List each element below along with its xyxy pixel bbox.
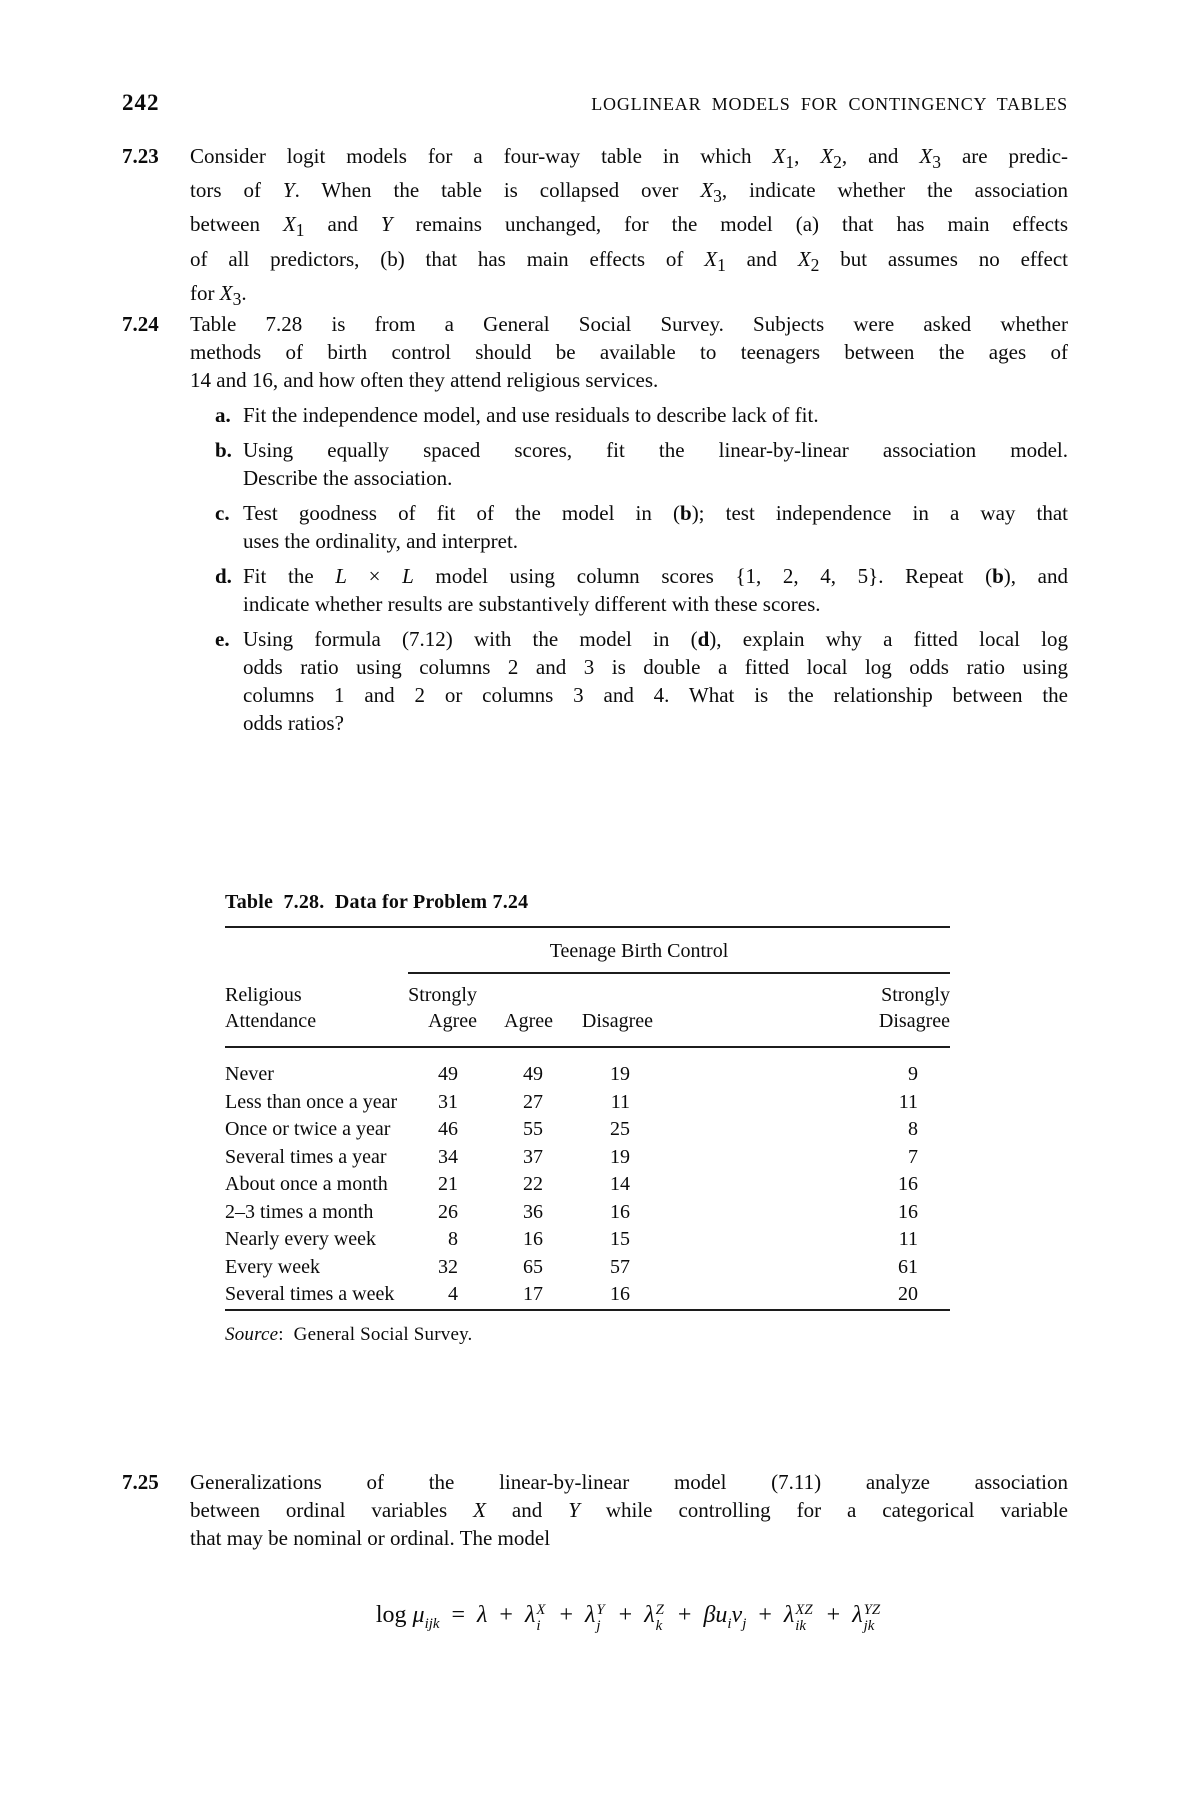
- text-line: odds ratios?: [243, 711, 344, 735]
- cell: 9: [908, 1063, 918, 1085]
- cell: 57: [610, 1255, 630, 1278]
- row-header-line1: Religious: [225, 984, 302, 1006]
- table-row: [225, 1199, 950, 1227]
- item-label: c.: [215, 501, 230, 525]
- text-line: Table 7.28 is from a General Social Survey. Subjects were asked whether: [190, 312, 1068, 336]
- problem-text: [190, 1468, 1068, 1552]
- page-number: 242: [122, 90, 160, 115]
- cell: 49: [438, 1063, 458, 1085]
- table-row: [225, 1281, 950, 1310]
- cell: 32: [438, 1255, 458, 1278]
- column-header-strongly-disagree: [653, 973, 950, 1047]
- problem-7-25: [122, 1468, 1068, 1552]
- text-line: Test goodness of fit of the model in (b); test independence in a way that: [243, 501, 1069, 525]
- table-row: [225, 1089, 950, 1117]
- text-line: between ordinal variables X and Y while controlling for a categorical variable: [190, 1498, 1068, 1522]
- cell: 36: [523, 1200, 543, 1223]
- cell: 17: [523, 1283, 543, 1305]
- text-line: between $X_1$ and Y remains unchanged, for the model (a) that has main effects: [190, 212, 1068, 241]
- cell: 8: [908, 1118, 918, 1140]
- column-header-agree: [477, 973, 553, 1047]
- column-header-row: [225, 973, 950, 1047]
- table-source-note: Source: General Social Survey.: [225, 1323, 473, 1345]
- model-formula: $\log \mu_{ijk} = \lambda + \lambda$ X i + λ Y j + λ Z k + $\beta u_iv_j + \lambda$ XZ ik + λ YZ jk: [375, 1602, 881, 1635]
- text-line: columns 1 and 2 or columns 3 and 4. What is the relationship between the: [243, 683, 1068, 707]
- cell: 61: [898, 1255, 918, 1278]
- column-header-line2: Agree: [428, 1010, 477, 1032]
- item-text: [243, 625, 1068, 737]
- text-line: of all predictors, (b) that has main effects of $X_1$ and $X_2$ but assumes no effect: [190, 246, 1068, 275]
- problem-text: [190, 142, 1068, 313]
- cell: 65: [523, 1255, 543, 1278]
- item-text: [243, 562, 1068, 618]
- text-line: Describe the association.: [243, 466, 453, 490]
- row-label: Once or twice a year: [225, 1118, 391, 1140]
- table-span-header: Teenage Birth Control: [408, 927, 950, 973]
- table-row: [225, 1116, 950, 1144]
- running-head: LOGLINEAR MODELS FOR CONTINGENCY TABLES: [591, 94, 1068, 114]
- problem-number: 7.24: [122, 312, 159, 336]
- cell: 16: [523, 1228, 543, 1250]
- item-label: a.: [215, 403, 231, 427]
- table-row: [225, 1047, 950, 1089]
- row-label: Several times a year: [225, 1145, 387, 1168]
- text-line: for $X_3$.: [190, 280, 247, 309]
- text-line: that may be nominal or ordinal. The model: [190, 1526, 551, 1550]
- table-row: [225, 1226, 950, 1254]
- cell: 11: [898, 1228, 918, 1250]
- text-line: methods of birth control should be available to teenagers between the ages of: [190, 340, 1068, 364]
- cell: 20: [898, 1283, 918, 1305]
- column-header-strongly-agree: [408, 973, 477, 1047]
- stub-cell: [225, 927, 408, 973]
- cell: 11: [898, 1090, 918, 1113]
- cell: 49: [523, 1063, 543, 1085]
- column-header-line1: Strongly: [408, 984, 477, 1006]
- column-header-disagree: [553, 973, 653, 1047]
- problem-item-a: [215, 401, 1068, 429]
- problem-item-c: [215, 499, 1068, 555]
- cell: 19: [610, 1145, 630, 1168]
- column-header-line2: Disagree: [581, 1010, 653, 1032]
- cell: 46: [438, 1118, 458, 1140]
- row-label: Several times a week: [225, 1283, 395, 1305]
- table-row: [225, 1171, 950, 1199]
- cell: 27: [523, 1090, 543, 1113]
- column-header-line1: Strongly: [881, 984, 950, 1006]
- page-header: [122, 90, 1068, 122]
- cell: 19: [610, 1063, 630, 1085]
- row-label: 2–3 times a month: [225, 1200, 374, 1223]
- row-label: Less than once a year: [225, 1090, 398, 1113]
- cell: 7: [908, 1145, 918, 1168]
- text-line: Using equally spaced scores, fit the linear-by-linear association model.: [243, 438, 1068, 462]
- text-line: uses the ordinality, and interpret.: [243, 529, 519, 553]
- problem-item-b: [215, 436, 1068, 492]
- data-table: [225, 926, 950, 1311]
- cell: 11: [610, 1090, 630, 1113]
- row-header-line2: Attendance: [225, 1010, 317, 1032]
- row-header: [225, 973, 408, 1047]
- row-label: About once a month: [225, 1173, 388, 1195]
- cell: 14: [610, 1173, 630, 1195]
- cell: 25: [610, 1118, 630, 1140]
- cell: 37: [523, 1145, 543, 1168]
- cell: 22: [523, 1173, 543, 1195]
- text-line: Fit the L × L model using column scores {1, 2, 4, 5}. Repeat (b), and: [243, 564, 1068, 588]
- problem-text: [190, 310, 1068, 394]
- cell: 21: [438, 1173, 458, 1195]
- table-body: [225, 1047, 950, 1310]
- item-label: d.: [215, 564, 232, 588]
- problem-number: 7.25: [122, 1470, 159, 1494]
- problem-item-d: [215, 562, 1068, 618]
- problem-7-23: [122, 142, 1068, 313]
- row-label: Nearly every week: [225, 1228, 377, 1250]
- text-line: indicate whether results are substantively different with these scores.: [243, 592, 821, 616]
- column-header-line2: Agree: [504, 1010, 553, 1032]
- item-text: [243, 499, 1068, 555]
- cell: 4: [448, 1283, 458, 1305]
- table-row: [225, 1144, 950, 1172]
- problem-item-e: [215, 625, 1068, 737]
- problem-body: [190, 310, 1068, 737]
- cell: 26: [438, 1200, 458, 1223]
- cell: 16: [610, 1283, 630, 1305]
- problem-7-24: [122, 310, 1068, 737]
- cell: 55: [523, 1118, 543, 1140]
- table-7-28: [225, 891, 950, 1365]
- cell: 15: [610, 1228, 630, 1250]
- column-header-line2: Disagree: [878, 1010, 950, 1032]
- text-line: Consider logit models for a four-way table in which $X_1$, $X_2$, and $X_3$ are predic-: [190, 144, 1069, 173]
- cell: 16: [898, 1173, 918, 1195]
- text-line: 14 and 16, and how often they attend religious services.: [190, 368, 659, 392]
- text-line: tors of Y. When the table is collapsed over $X_3$, indicate whether the association: [190, 178, 1068, 207]
- span-header-row: [225, 927, 950, 973]
- text-line: Using formula (7.12) with the model in (d), explain why a fitted local log: [243, 627, 1068, 651]
- cell: 16: [898, 1200, 918, 1223]
- problem-number: 7.23: [122, 144, 159, 168]
- cell: 16: [610, 1200, 630, 1223]
- item-label: b.: [215, 438, 232, 462]
- item-text: [243, 401, 1068, 429]
- cell: 34: [438, 1145, 458, 1168]
- row-label: Never: [225, 1063, 274, 1085]
- text-line: odds ratio using columns 2 and 3 is double a fitted local log odds ratio using: [243, 655, 1068, 679]
- cell: 8: [448, 1228, 458, 1250]
- row-label: Every week: [225, 1255, 320, 1278]
- text-line: Fit the independence model, and use residuals to describe lack of fit.: [243, 403, 819, 427]
- table-row: [225, 1254, 950, 1282]
- cell: 31: [438, 1090, 458, 1113]
- text-line: Generalizations of the linear-by-linear model (7.11) analyze association: [190, 1470, 1068, 1494]
- table-title: Table 7.28. Data for Problem 7.24: [225, 891, 529, 913]
- item-label: e.: [215, 627, 230, 651]
- item-text: [243, 436, 1068, 492]
